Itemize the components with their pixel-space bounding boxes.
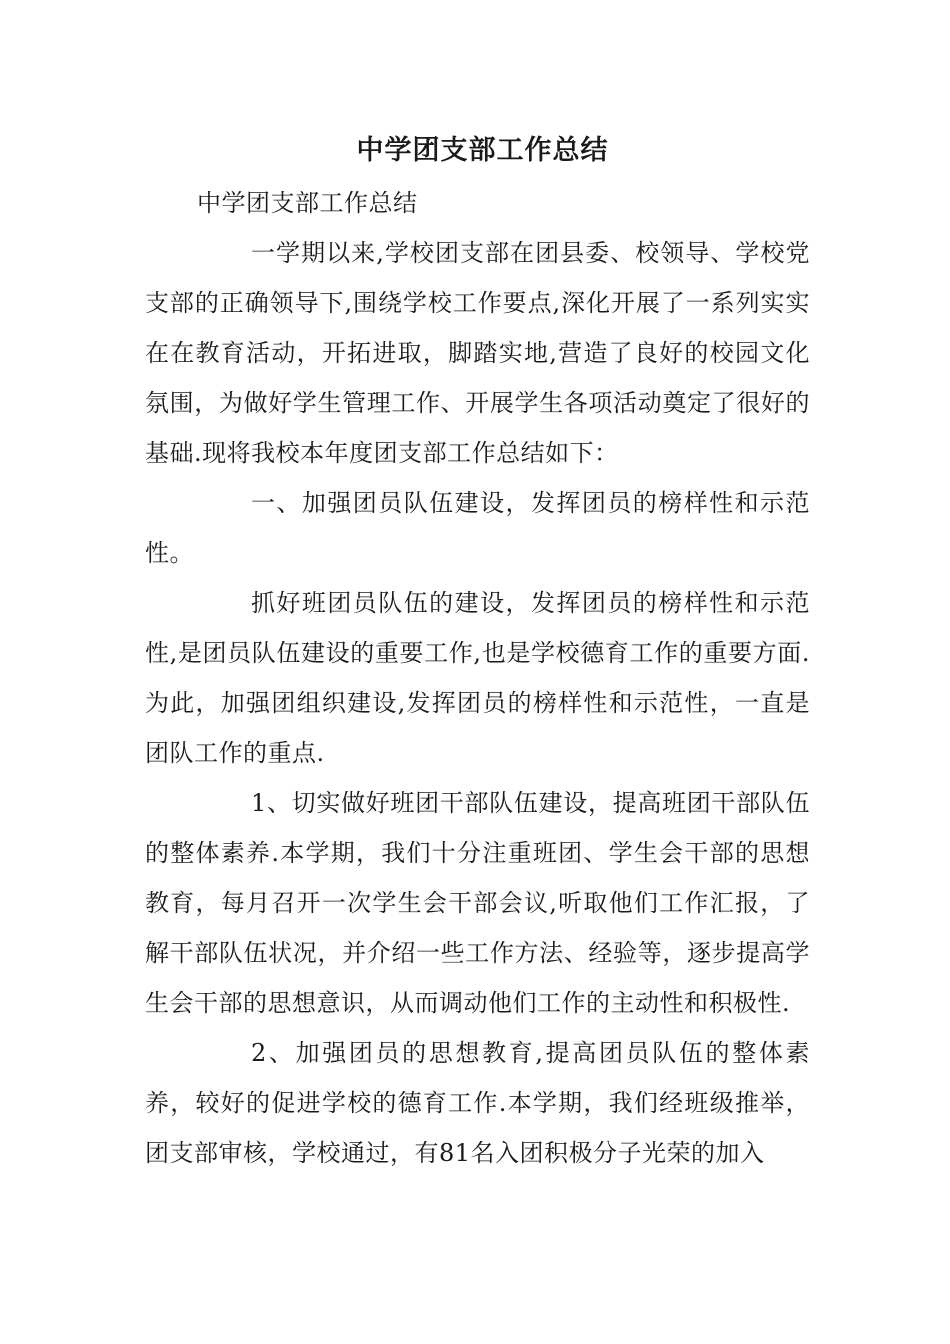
- paragraph-intro: 一学期以来,学校团支部在团县委、校领导、学校党支部的正确领导下,围绕学校工作要点,深化开展了一系列实实在在教育活动，开拓进取，脚踏实地,营造了良好的校园文化氛围，为做好学生管理工作、开展学生各项活动奠定了很好的基础.现将我校本年度团支部工作总结如下：: [145, 239, 810, 467]
- document-body: [145, 128, 810, 1178]
- document-title: 中学团支部工作总结: [356, 135, 609, 166]
- section-heading-1: 一、加强团员队伍建设，发挥团员的榜样性和示范性。: [145, 489, 810, 567]
- paragraph-item-2: 2、加强团员的思想教育,提高团员队伍的整体素养，较好的促进学校的德育工作.本学期，我们经班级推举，团支部审核，学校通过，有81名入团积极分子光荣的加入: [145, 1039, 810, 1167]
- paragraph-team-building: 抓好班团员队伍的建设，发挥团员的榜样性和示范性,是团员队伍建设的重要工作,也是学校德育工作的重要方面.为此，加强团组织建设,发挥团员的榜样性和示范性，一直是团队工作的重点.: [145, 589, 810, 767]
- document-subtitle: 中学团支部工作总结: [197, 189, 418, 217]
- paragraph-item-1: 1、切实做好班团干部队伍建设，提高班团干部队伍的整体素养.本学期，我们十分注重班团、学生会干部的思想教育，每月召开一次学生会干部会议,听取他们工作汇报，了解干部队伍状况，并介绍一些工作方法、经验等，逐步提高学生会干部的思想意识，从而调动他们工作的主动性和积极性.: [145, 789, 810, 1017]
